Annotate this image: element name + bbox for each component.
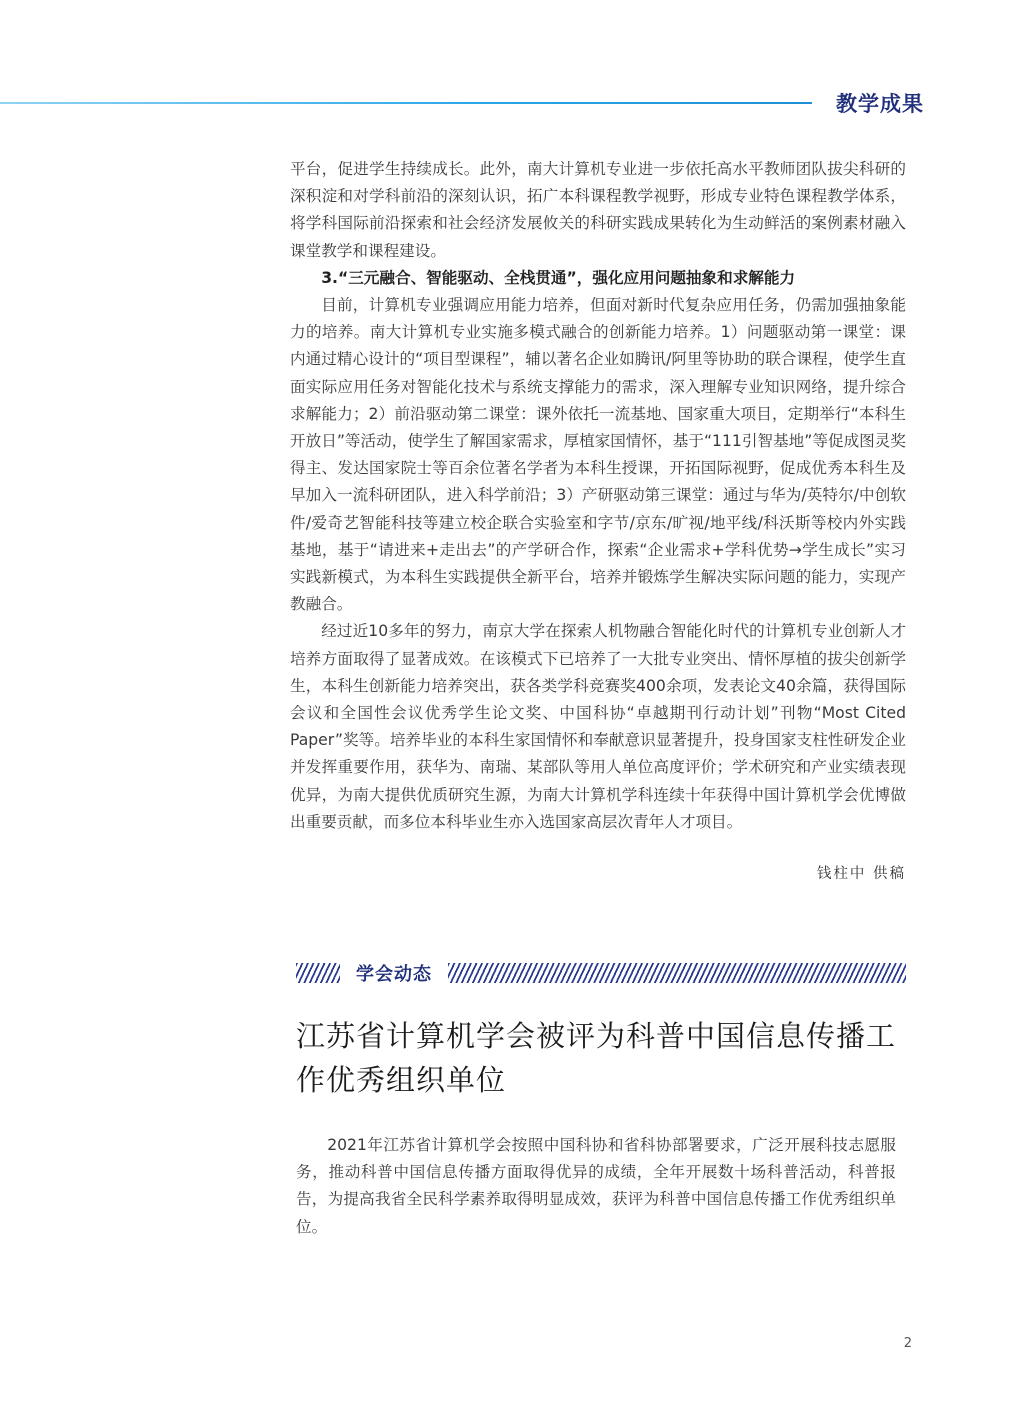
hatch-decoration-left	[296, 963, 340, 983]
page-number: 2	[903, 1336, 912, 1351]
section-banner	[296, 960, 906, 986]
news-paragraph: 2021年江苏省计算机学会按照中国科协和省科协部署要求，广泛开展科技志愿服务，推动科普中国信息传播方面取得优异的成绩，全年开展数十场科普活动，科普报告，为提高我省全民科学素养取得明显成效，获评为科普中国信息传播工作优秀组织单位。	[296, 1136, 896, 1236]
article-body	[290, 156, 906, 836]
author-signature: 钱柱中 供稿	[816, 866, 906, 882]
hatch-decoration-right	[448, 963, 906, 983]
section-label: 学会动态	[356, 964, 432, 985]
article-paragraph-2: 目前，计算机专业强调应用能力培养，但面对新时代复杂应用任务，仍需加强抽象能力的培养。南大计算机专业实施多模式融合的创新能力培养。1）问题驱动第一课堂：课内通过精心设计的“项目型课程”，辅以著名企业如腾讯/阿里等协助的联合课程，使学生直面实际应用任务对智能化技术与系统支撑能力的需求，深入理解专业知识网络，提升综合求解能力；2）前沿驱动第二课堂：课外依托一流基地、国家重大项目，定期举行“本科生开放日”等活动，使学生了解国家需求，厚植家国情怀，基于“111引智基地”等促成图灵奖得主、发达国家院士等百余位著名学者为本科生授课，开拓国际视野，促成优秀本科生及早加入一流科研团队，进入科学前沿；3）产研驱动第三课堂：通过与华为/英特尔/中创软件/爱奇艺智能科技等建立校企联合实验室和字节/京东/旷视/地平线/科沃斯等校内外实践基地，基于“请进来+走出去”的产学研合作，探索“企业需求+学科优势→学生成长”实习实践新模式，为本科生实践提供全新平台，培养并锻炼学生解决实际问题的能力，实现产教融合。	[290, 296, 906, 614]
news-headline: 江苏省计算机学会被评为科普中国信息传播工作优秀组织单位	[296, 1019, 897, 1097]
article-paragraph-1: 平台，促进学生持续成长。此外，南大计算机专业进一步依托高水平教师团队拔尖科研的深积淀和对学科前沿的深刻认识，拓广本科课程教学视野，形成专业特色课程教学体系，将学科国际前沿探索和社会经济发展攸关的科研实践成果转化为生动鲜活的案例素材融入课堂教学和课程建设。	[290, 160, 906, 260]
article-subheading: 3.“三元融合、智能驱动、全栈贯通”，强化应用问题抽象和求解能力	[321, 268, 796, 287]
header-divider-line	[0, 102, 812, 104]
news-body	[296, 1132, 896, 1241]
section-header-title: 教学成果	[836, 92, 924, 116]
article-paragraph-3: 经过近10多年的努力，南京大学在探索人机物融合智能化时代的计算机专业创新人才培养方面取得了显著成效。在该模式下已培养了一大批专业突出、情怀厚植的拔尖创新学生，本科生创新能力培养突出，获各类学科竞赛奖400余项，发表论文40余篇，获得国际会议和全国性会议优秀学生论文奖、中国科协“卓越期刊行动计划”刊物“Most Cited Paper”奖等。培养毕业的本科生家国情怀和奉献意识显著提升，投身国家支柱性研发企业并发挥重要作用，获华为、南瑞、某部队等用人单位高度评价；学术研究和产业实绩表现优异，为南大提供优质研究生源，为南大计算机学科连续十年获得中国计算机学会优博做出重要贡献，而多位本科毕业生亦入选国家高层次青年人才项目。	[290, 622, 906, 831]
